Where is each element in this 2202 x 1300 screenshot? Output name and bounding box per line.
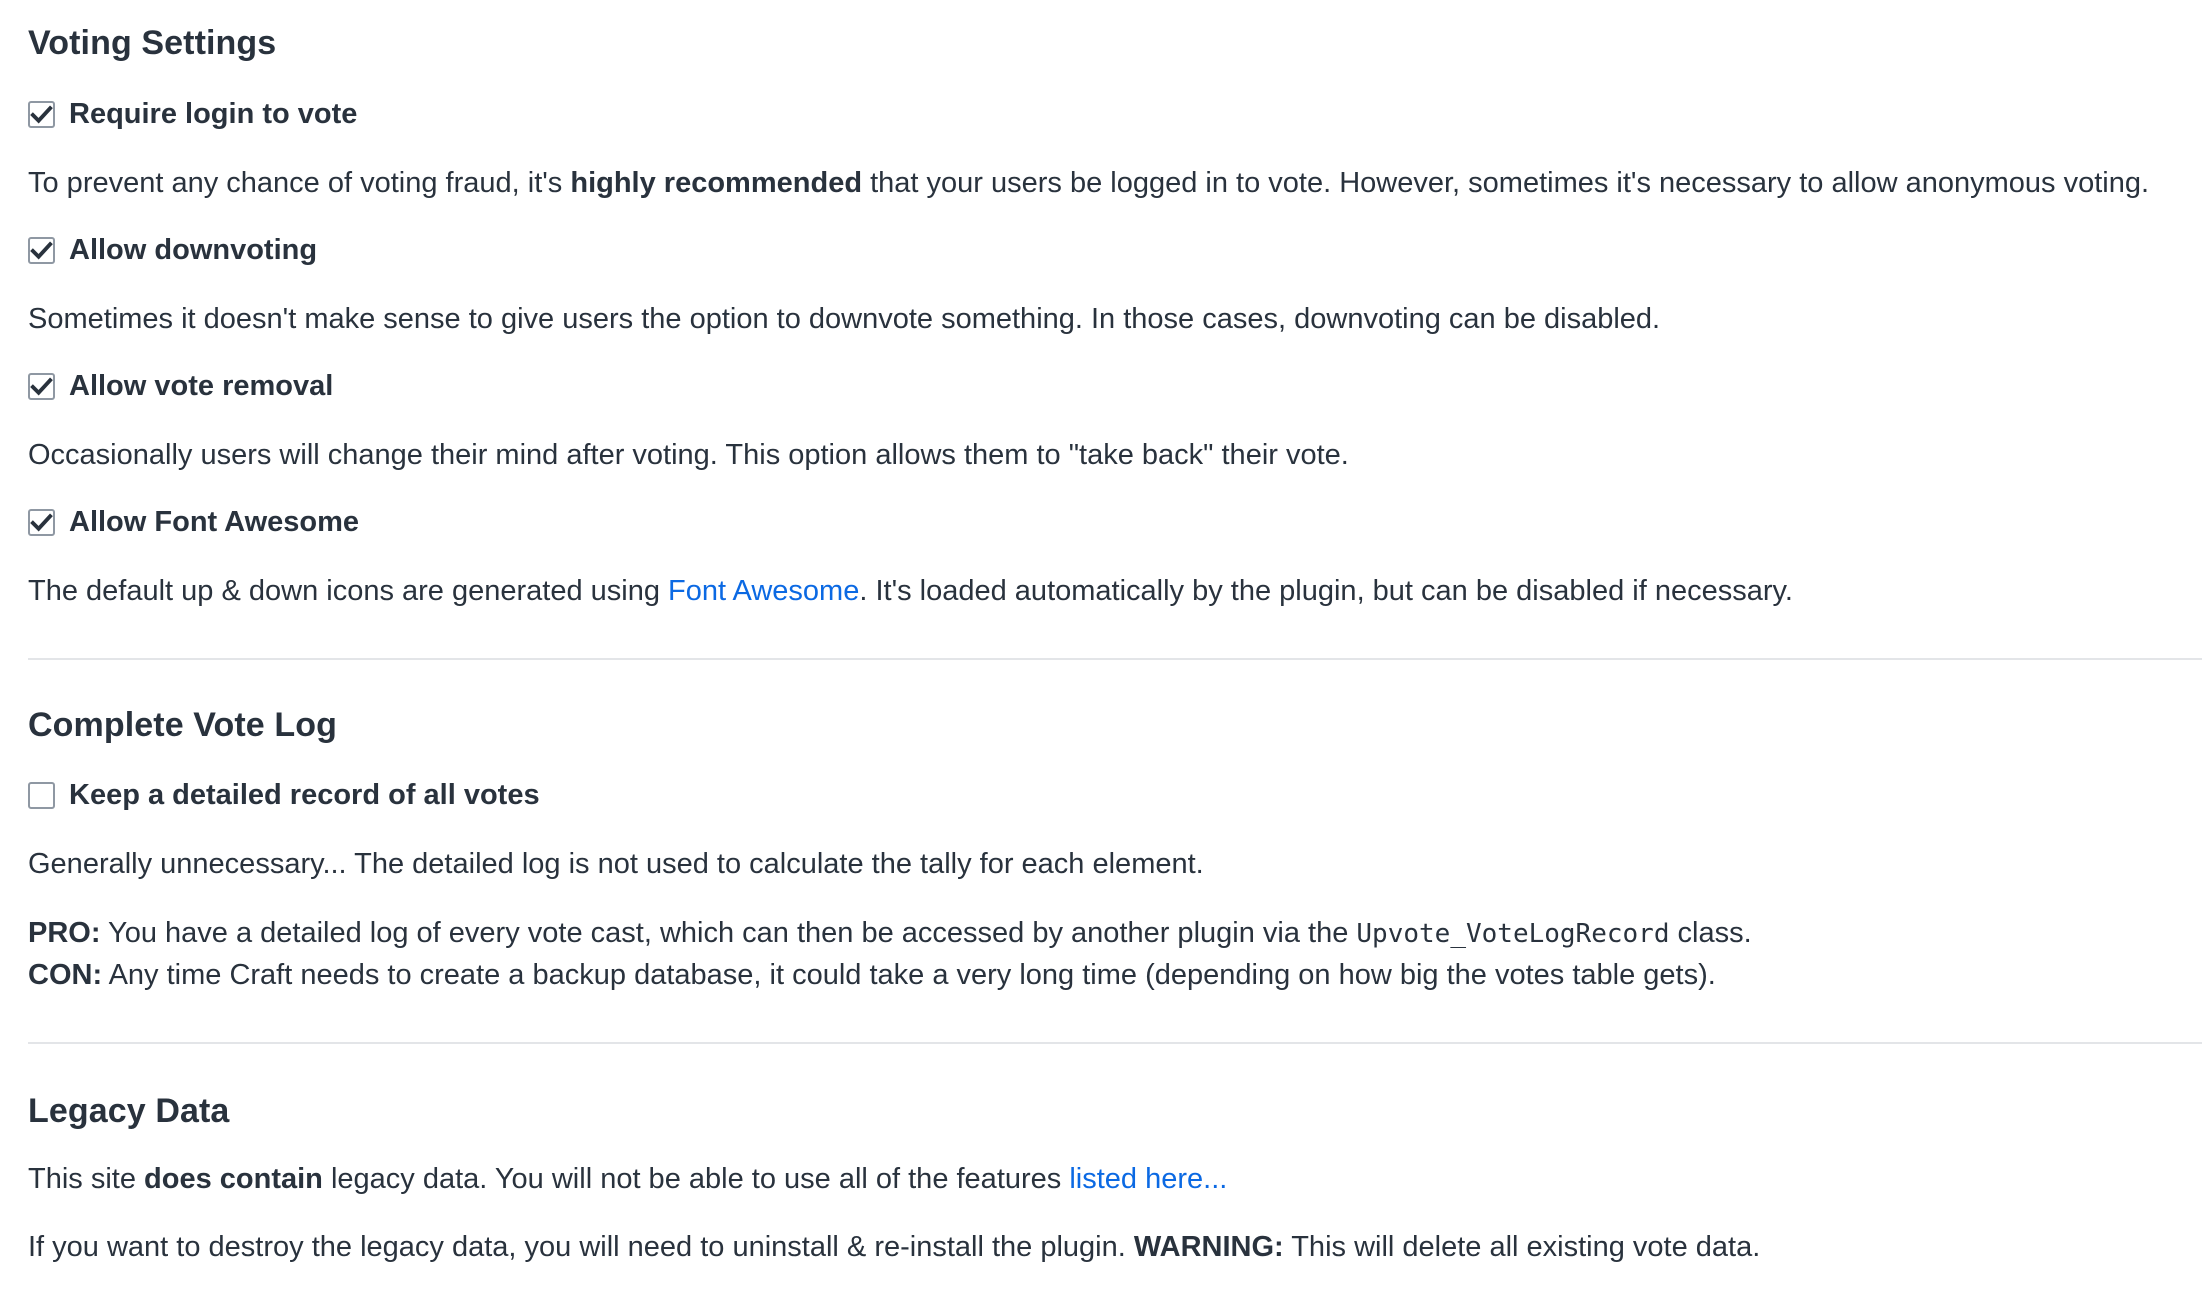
- require-login-checkbox[interactable]: [28, 101, 55, 128]
- checkmark-icon: [30, 103, 53, 126]
- warning-label: WARNING:: [1133, 1231, 1284, 1263]
- allow-vote-removal-description: Occasionally users will change their mind after voting. This option allows them to "take back" their vote.: [28, 439, 1349, 471]
- vote-log-record-class: Upvote_VoteLogRecord: [1356, 919, 1670, 949]
- allow-downvoting-description: Sometimes it doesn't make sense to give users the option to downvote something. In those cases, downvoting can be disabled.: [28, 303, 1661, 335]
- allow-font-awesome-label[interactable]: Allow Font Awesome: [69, 506, 360, 538]
- checkmark-icon: [30, 375, 53, 398]
- allow-vote-removal-option[interactable]: [28, 370, 333, 403]
- allow-vote-removal-label[interactable]: Allow vote removal: [69, 370, 334, 402]
- checkmark-icon: [30, 511, 53, 534]
- complete-vote-log-title: Complete Vote Log: [28, 706, 337, 744]
- keep-detailed-record-label[interactable]: Keep a detailed record of all votes: [69, 779, 540, 811]
- allow-vote-removal-checkbox[interactable]: [28, 373, 55, 400]
- legacy-data-status-text: This site does contain legacy data. You will not be able to use all of the features listed here...: [28, 1163, 1228, 1195]
- allow-downvoting-checkbox[interactable]: [28, 237, 55, 264]
- require-login-description: To prevent any chance of voting fraud, it's highly recommended that your users be logged in to vote. However, sometimes it's necessary to allow anonymous voting.: [28, 167, 2150, 199]
- does-contain-text: does contain: [144, 1163, 323, 1195]
- pro-label: PRO:: [28, 917, 101, 949]
- voting-settings-title: Voting Settings: [28, 24, 277, 62]
- require-login-option[interactable]: [28, 98, 357, 131]
- keep-detailed-record-option[interactable]: [28, 779, 540, 812]
- highly-recommended-text: highly recommended: [570, 167, 863, 199]
- keep-detailed-record-checkbox[interactable]: [28, 782, 55, 809]
- allow-downvoting-option[interactable]: [28, 234, 317, 267]
- checkmark-icon: [30, 239, 53, 262]
- section-divider: [28, 1042, 2202, 1044]
- require-login-label[interactable]: Require login to vote: [69, 98, 358, 130]
- section-divider: [28, 658, 2202, 660]
- allow-font-awesome-checkbox[interactable]: [28, 509, 55, 536]
- allow-font-awesome-option[interactable]: [28, 506, 359, 539]
- allow-downvoting-label[interactable]: Allow downvoting: [69, 234, 318, 266]
- legacy-data-warning-text: If you want to destroy the legacy data, you will need to uninstall & re-install the plugin. WARNING: This will delete all existing vote data.: [28, 1231, 1761, 1263]
- allow-font-awesome-description: The default up & down icons are generated using Font Awesome. It's loaded automatically by the plugin, but can be disabled if necessary.: [28, 575, 1793, 607]
- vote-log-description: Generally unnecessary... The detailed log is not used to calculate the tally for each element.: [28, 848, 1204, 880]
- legacy-data-title: Legacy Data: [28, 1092, 230, 1130]
- con-label: CON:: [28, 959, 103, 991]
- font-awesome-link[interactable]: Font Awesome: [668, 575, 860, 607]
- vote-log-con-text: CON: Any time Craft needs to create a backup database, it could take a very long time (depending on how big the votes table gets).: [28, 959, 1716, 991]
- vote-log-pro-text: PRO: You have a detailed log of every vote cast, which can then be accessed by another plugin via the Upvote_VoteLogRecord class.: [28, 917, 1752, 949]
- listed-here-link[interactable]: listed here...: [1069, 1163, 1228, 1195]
